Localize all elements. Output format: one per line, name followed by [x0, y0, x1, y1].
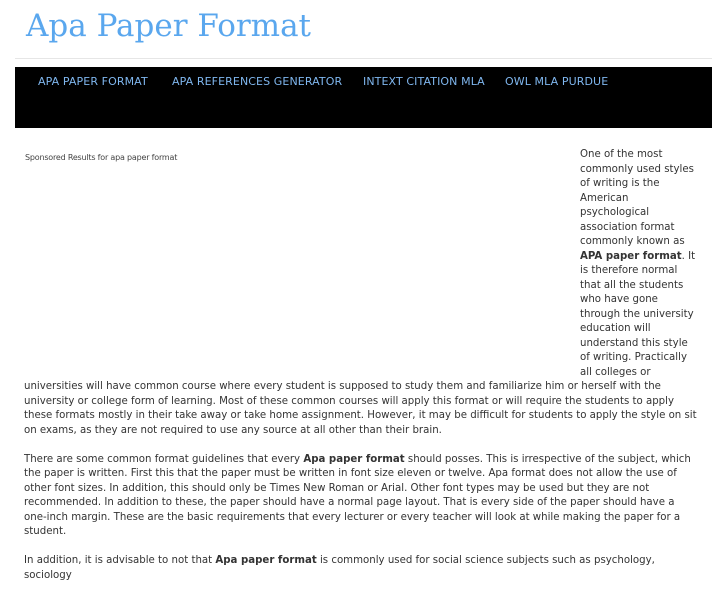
main-nav [15, 67, 712, 128]
nav-item-apa-paper-format[interactable]: APA PAPER FORMAT [38, 75, 148, 88]
site-title[interactable]: Apa Paper Format [26, 8, 312, 44]
sponsored-results-label: Sponsored Results for apa paper format [25, 153, 178, 162]
nav-item-apa-references-generator[interactable]: APA REFERENCES GENERATOR [172, 75, 343, 88]
keyword-bold: APA paper format [580, 250, 682, 262]
ad-placeholder [24, 148, 580, 374]
title-divider [15, 58, 712, 59]
nav-item-intext-citation-mla[interactable]: INTEXT CITATION MLA [363, 75, 485, 88]
keyword-bold: Apa paper format [215, 555, 317, 566]
article-body [24, 148, 698, 598]
nav-item-owl-mla-purdue[interactable]: OWL MLA PURDUE [505, 75, 609, 88]
paragraph-3: In addition, it is advisable to not that Apa paper format is commonly used for social science subjects such as psychology, sociology [24, 555, 655, 581]
paragraph-2: There are some common format guidelines that every Apa paper format should posses. This is irrespective of the subject, which the paper is written. First this that the paper must be written in font size eleven or twelve. Apa format does not allow the use of other font sizes. In addition, this should only be Times New Roman or Arial. Other font types may be used but they are not recommended. In addition to these, the paper should have a normal page layout. That is every side of the paper should have a one-inch margin. These are the basic requirements that every lecturer or every teacher will look at while making the paper for a student. [24, 453, 691, 537]
paragraph-1: One of the most commonly used styles of writing is the American psychological association format commonly known as APA paper format. It is therefore normal that all the students who have gone through the university education will understand this style of writing. Practically all colleges or universities will have common course where every student is supposed to study them and familiarize him or herself with the university or college form of learning. Most of these common courses will apply this format or will require the students to apply these formats mostly in their take away or take home assignment. However, it may be difficult for students to apply the style on sit on exams, as they are not required to use any source at all other than their brain. [24, 149, 697, 436]
keyword-bold: Apa paper format [303, 453, 405, 465]
